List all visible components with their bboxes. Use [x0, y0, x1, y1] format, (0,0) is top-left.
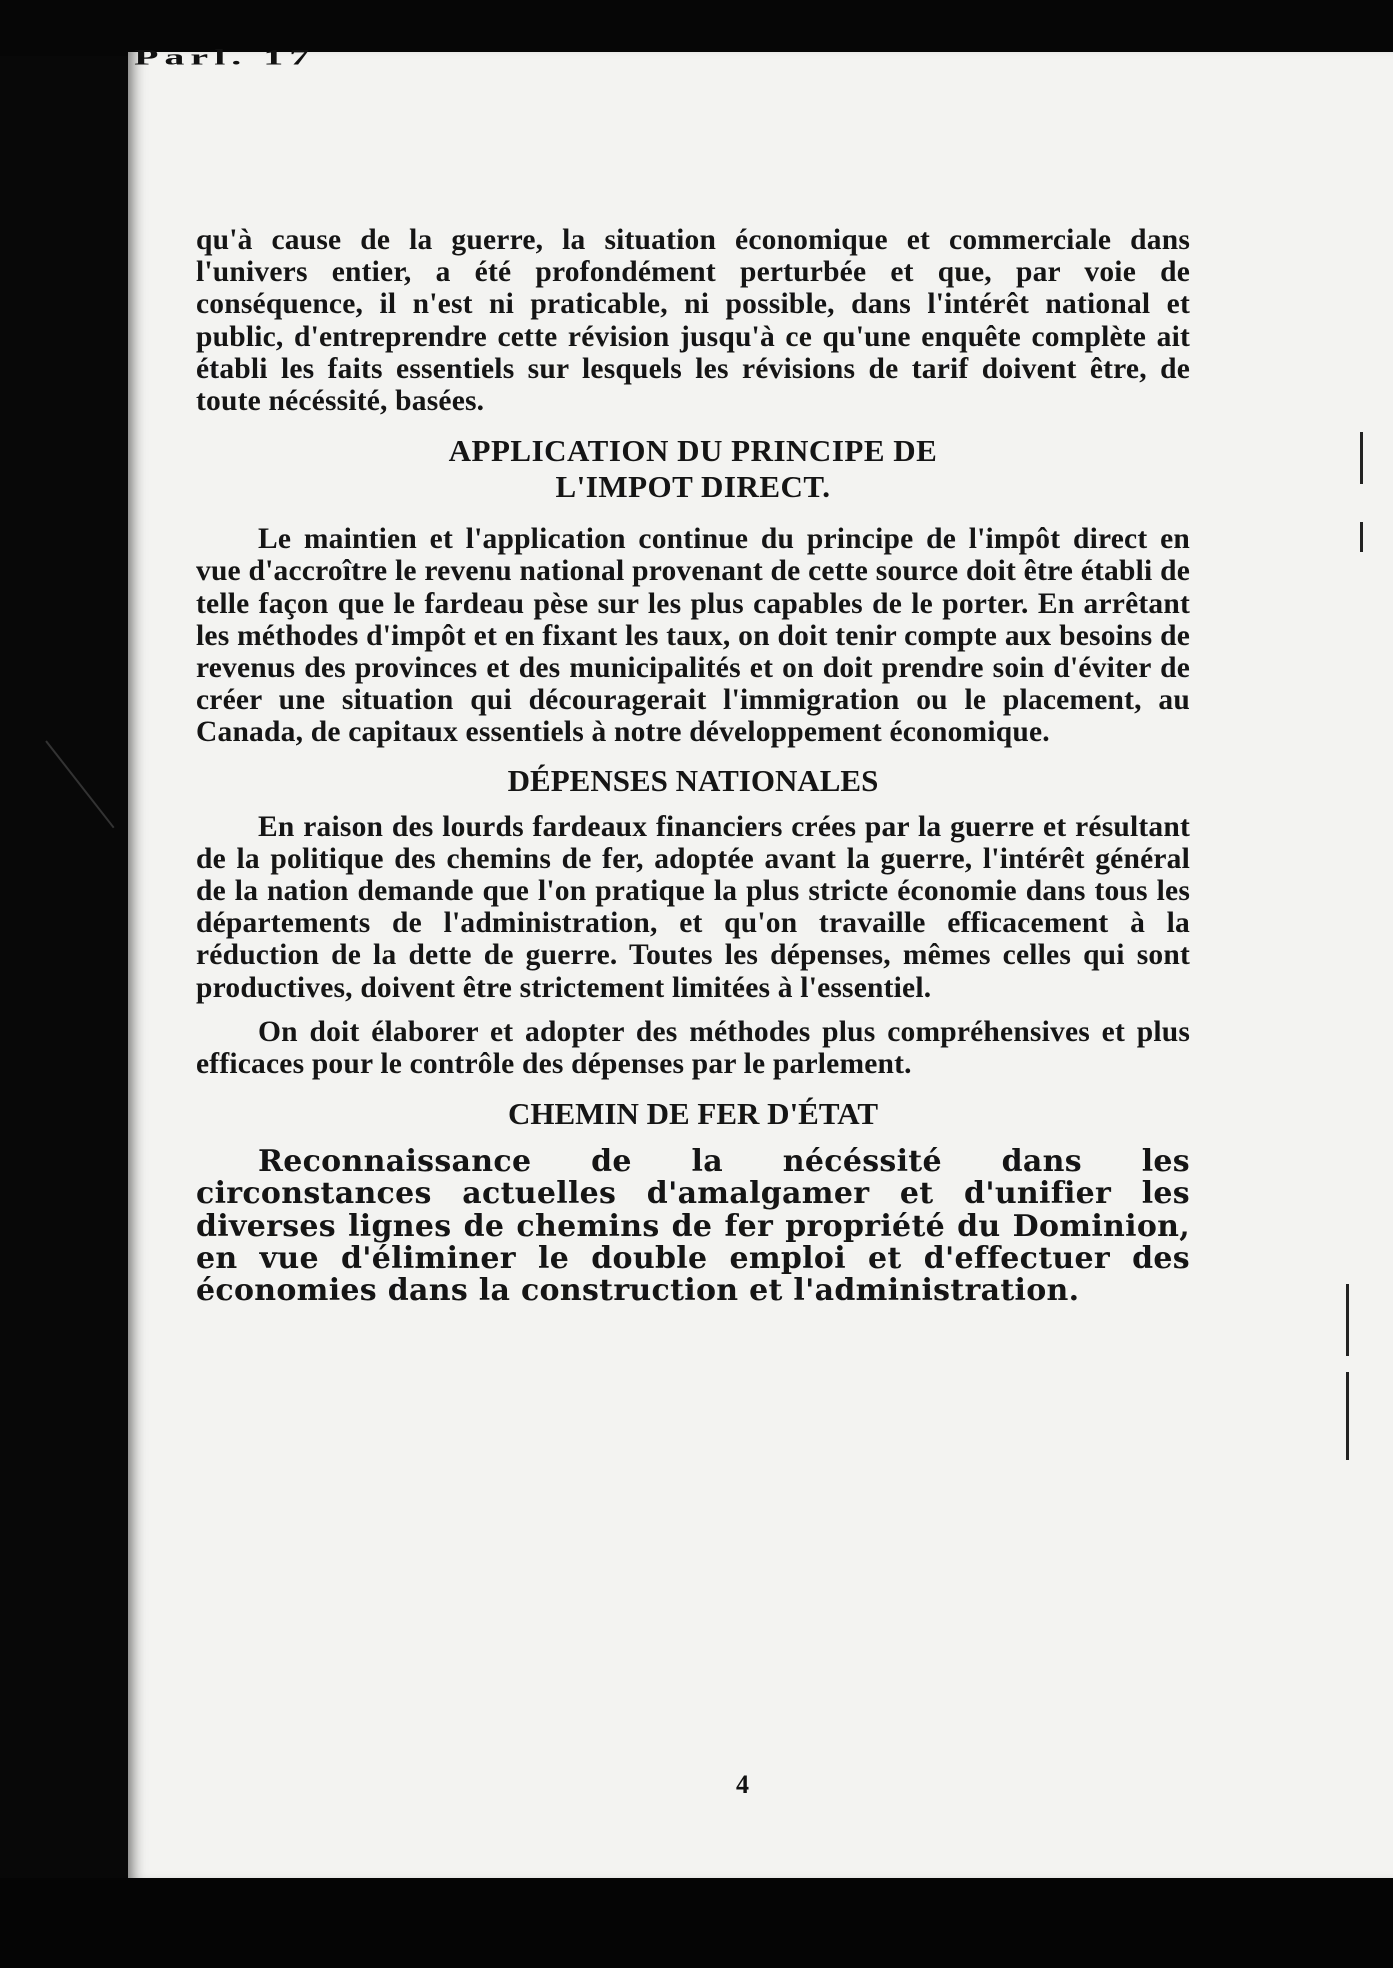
scan-border-left	[0, 0, 128, 1968]
document-body	[196, 224, 1190, 1307]
heading-chemin: CHEMIN DE FER D'ÉTAT	[507, 1096, 879, 1132]
chemin-paragraph: Reconnaissance de la nécéssité dans les circonstances actuelles d'amalgamer et d'unifier les diverses lignes de chemins de fer propriété du Dominion, en vue d'éliminer le double emploi et d'effectuer des économies dans la construction et l'administration.	[196, 1144, 1190, 1309]
heading-depenses: DÉPENSES NATIONALES	[507, 762, 879, 798]
intro-paragraph: qu'à cause de la guerre, la situation économique et commerciale dans l'univers entier, a été profondément perturbée et que, par voie de conséquence, il n'est ni praticable, ni possible, dans l'intérêt national et public, d'entreprendre cette révision jusqu'à ce qu'une enquête complète ait établi les faits essentiels sur lesquels les révisions de tarif doivent être, de toute nécéssité, basées.	[196, 224, 1190, 418]
depenses-paragraph-1: En raison des lourds fardeaux financiers crées par la guerre et résultant de la politique des chemins de fer, adoptée avant la guerre, l'intérêt général de la nation demande que l'on pratique la plus stricte économie dans tous les départements de l'administration, et qu'on travaille efficacement à la réduction de la dette de guerre. Toutes les dépenses, mêmes celles qui sont productives, doivent être strictement limitées à l'essentiel.	[196, 810, 1190, 1004]
heading-impot-line1: APPLICATION DU PRINCIPE DE	[448, 433, 938, 469]
margin-mark	[1346, 1372, 1349, 1460]
scan-border-bottom	[0, 1878, 1393, 1968]
margin-mark	[1360, 432, 1363, 484]
margin-mark	[1346, 1284, 1349, 1356]
impot-paragraph: Le maintien et l'application continue du principe de l'impôt direct en vue d'accroître le revenu national provenant de cette source doit être établi de telle façon que le fardeau pèse sur les plus capables de le porter. En arrêtant les méthodes d'impôt et en fixant les taux, on doit tenir compte aux besoins de revenus des provinces et des municipalités et on doit prendre soin d'éviter de créer une situation qui découragerait l'immigration ou le placement, au Canada, de capitaux essentiels à notre développement économique.	[196, 523, 1190, 749]
corner-mark: Parl. 17	[134, 44, 316, 70]
page-number: 4	[736, 1770, 749, 1799]
margin-mark	[1360, 522, 1363, 552]
depenses-paragraph-2: On doit élaborer et adopter des méthodes plus compréhensives et plus efficaces pour le contrôle des dépenses par le parlement.	[196, 1015, 1190, 1081]
heading-impot-line2: L'IMPOT DIRECT.	[555, 469, 831, 505]
